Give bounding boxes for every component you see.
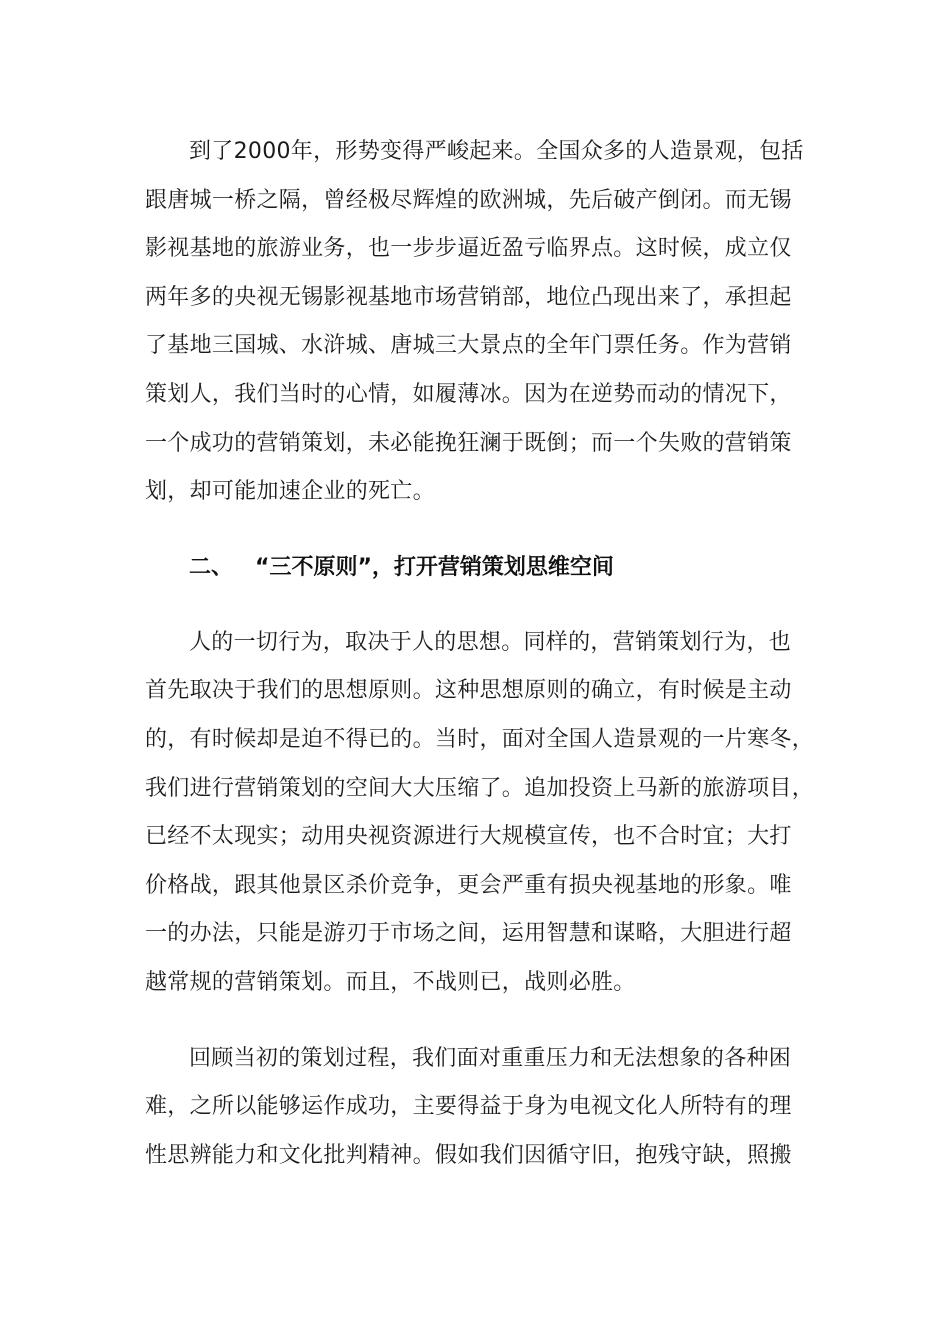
paragraph-line: 越常规的营销策划。而且，不战则已，战则必胜。 — [145, 969, 636, 995]
paragraph-line: 首先取决于我们的思想原则。这种思想原则的确立，有时候是主动 — [145, 678, 792, 704]
paragraph-2 — [145, 619, 815, 1008]
paragraph-line: 划，却可能加速企业的死亡。 — [145, 479, 435, 505]
paragraph-line: 已经不太现实；动用央视资源进行大规模宣传，也不合时宜；大打 — [145, 824, 792, 850]
section-title: “三不原则”，打开营销策划思维空间 — [255, 554, 614, 580]
paragraph-line: 影视基地的旅游业务，也一步步逼近盈亏临界点。这时候，成立仅 — [145, 236, 792, 262]
document-body — [145, 128, 815, 1207]
paragraph-3 — [145, 1035, 805, 1181]
paragraph-line: 的，有时候却是迫不得已的。当时，面对全国人造景观的一片寒冬， — [145, 726, 815, 752]
paragraph-line: 一个成功的营销策划，未必能挽狂澜于既倒；而一个失败的营销策 — [145, 430, 792, 456]
section-heading — [145, 544, 805, 592]
paragraph-line: 一的办法，只能是游刃于市场之间，运用智慧和谋略，大胆进行超 — [145, 921, 792, 947]
paragraph-line: 两年多的央视无锡影视基地市场营销部，地位凸现出来了，承担起 — [145, 284, 792, 310]
paragraph-line: 价格战，跟其他景区杀价竞争，更会严重有损央视基地的形象。唯 — [145, 872, 792, 898]
paragraph-line: 策划人，我们当时的心情，如履薄冰。因为在逆势而动的情况下， — [145, 381, 792, 407]
paragraph-line: 到了2000年，形势变得严峻起来。全国众多的人造景观，包括 — [189, 139, 804, 164]
paragraph-line: 跟唐城一桥之隔，曾经极尽辉煌的欧洲城，先后破产倒闭。而无锡 — [145, 187, 792, 213]
paragraph-1 — [145, 128, 805, 517]
paragraph-line: 人的一切行为，取决于人的思想。同样的，营销策划行为，也 — [189, 629, 792, 655]
paragraph-line: 了基地三国城、水浒城、唐城三大景点的全年门票任务。作为营销 — [145, 333, 792, 359]
paragraph-line: 我们进行营销策划的空间大大压缩了。追加投资上马新的旅游项目， — [145, 775, 815, 801]
paragraph-line: 难，之所以能够运作成功，主要得益于身为电视文化人所特有的理 — [145, 1094, 792, 1120]
section-number: 二、 — [189, 554, 234, 580]
paragraph-line: 性思辨能力和文化批判精神。假如我们因循守旧，抱残守缺，照搬 — [145, 1142, 792, 1168]
paragraph-line: 回顾当初的策划过程，我们面对重重压力和无法想象的各种困 — [189, 1045, 792, 1071]
